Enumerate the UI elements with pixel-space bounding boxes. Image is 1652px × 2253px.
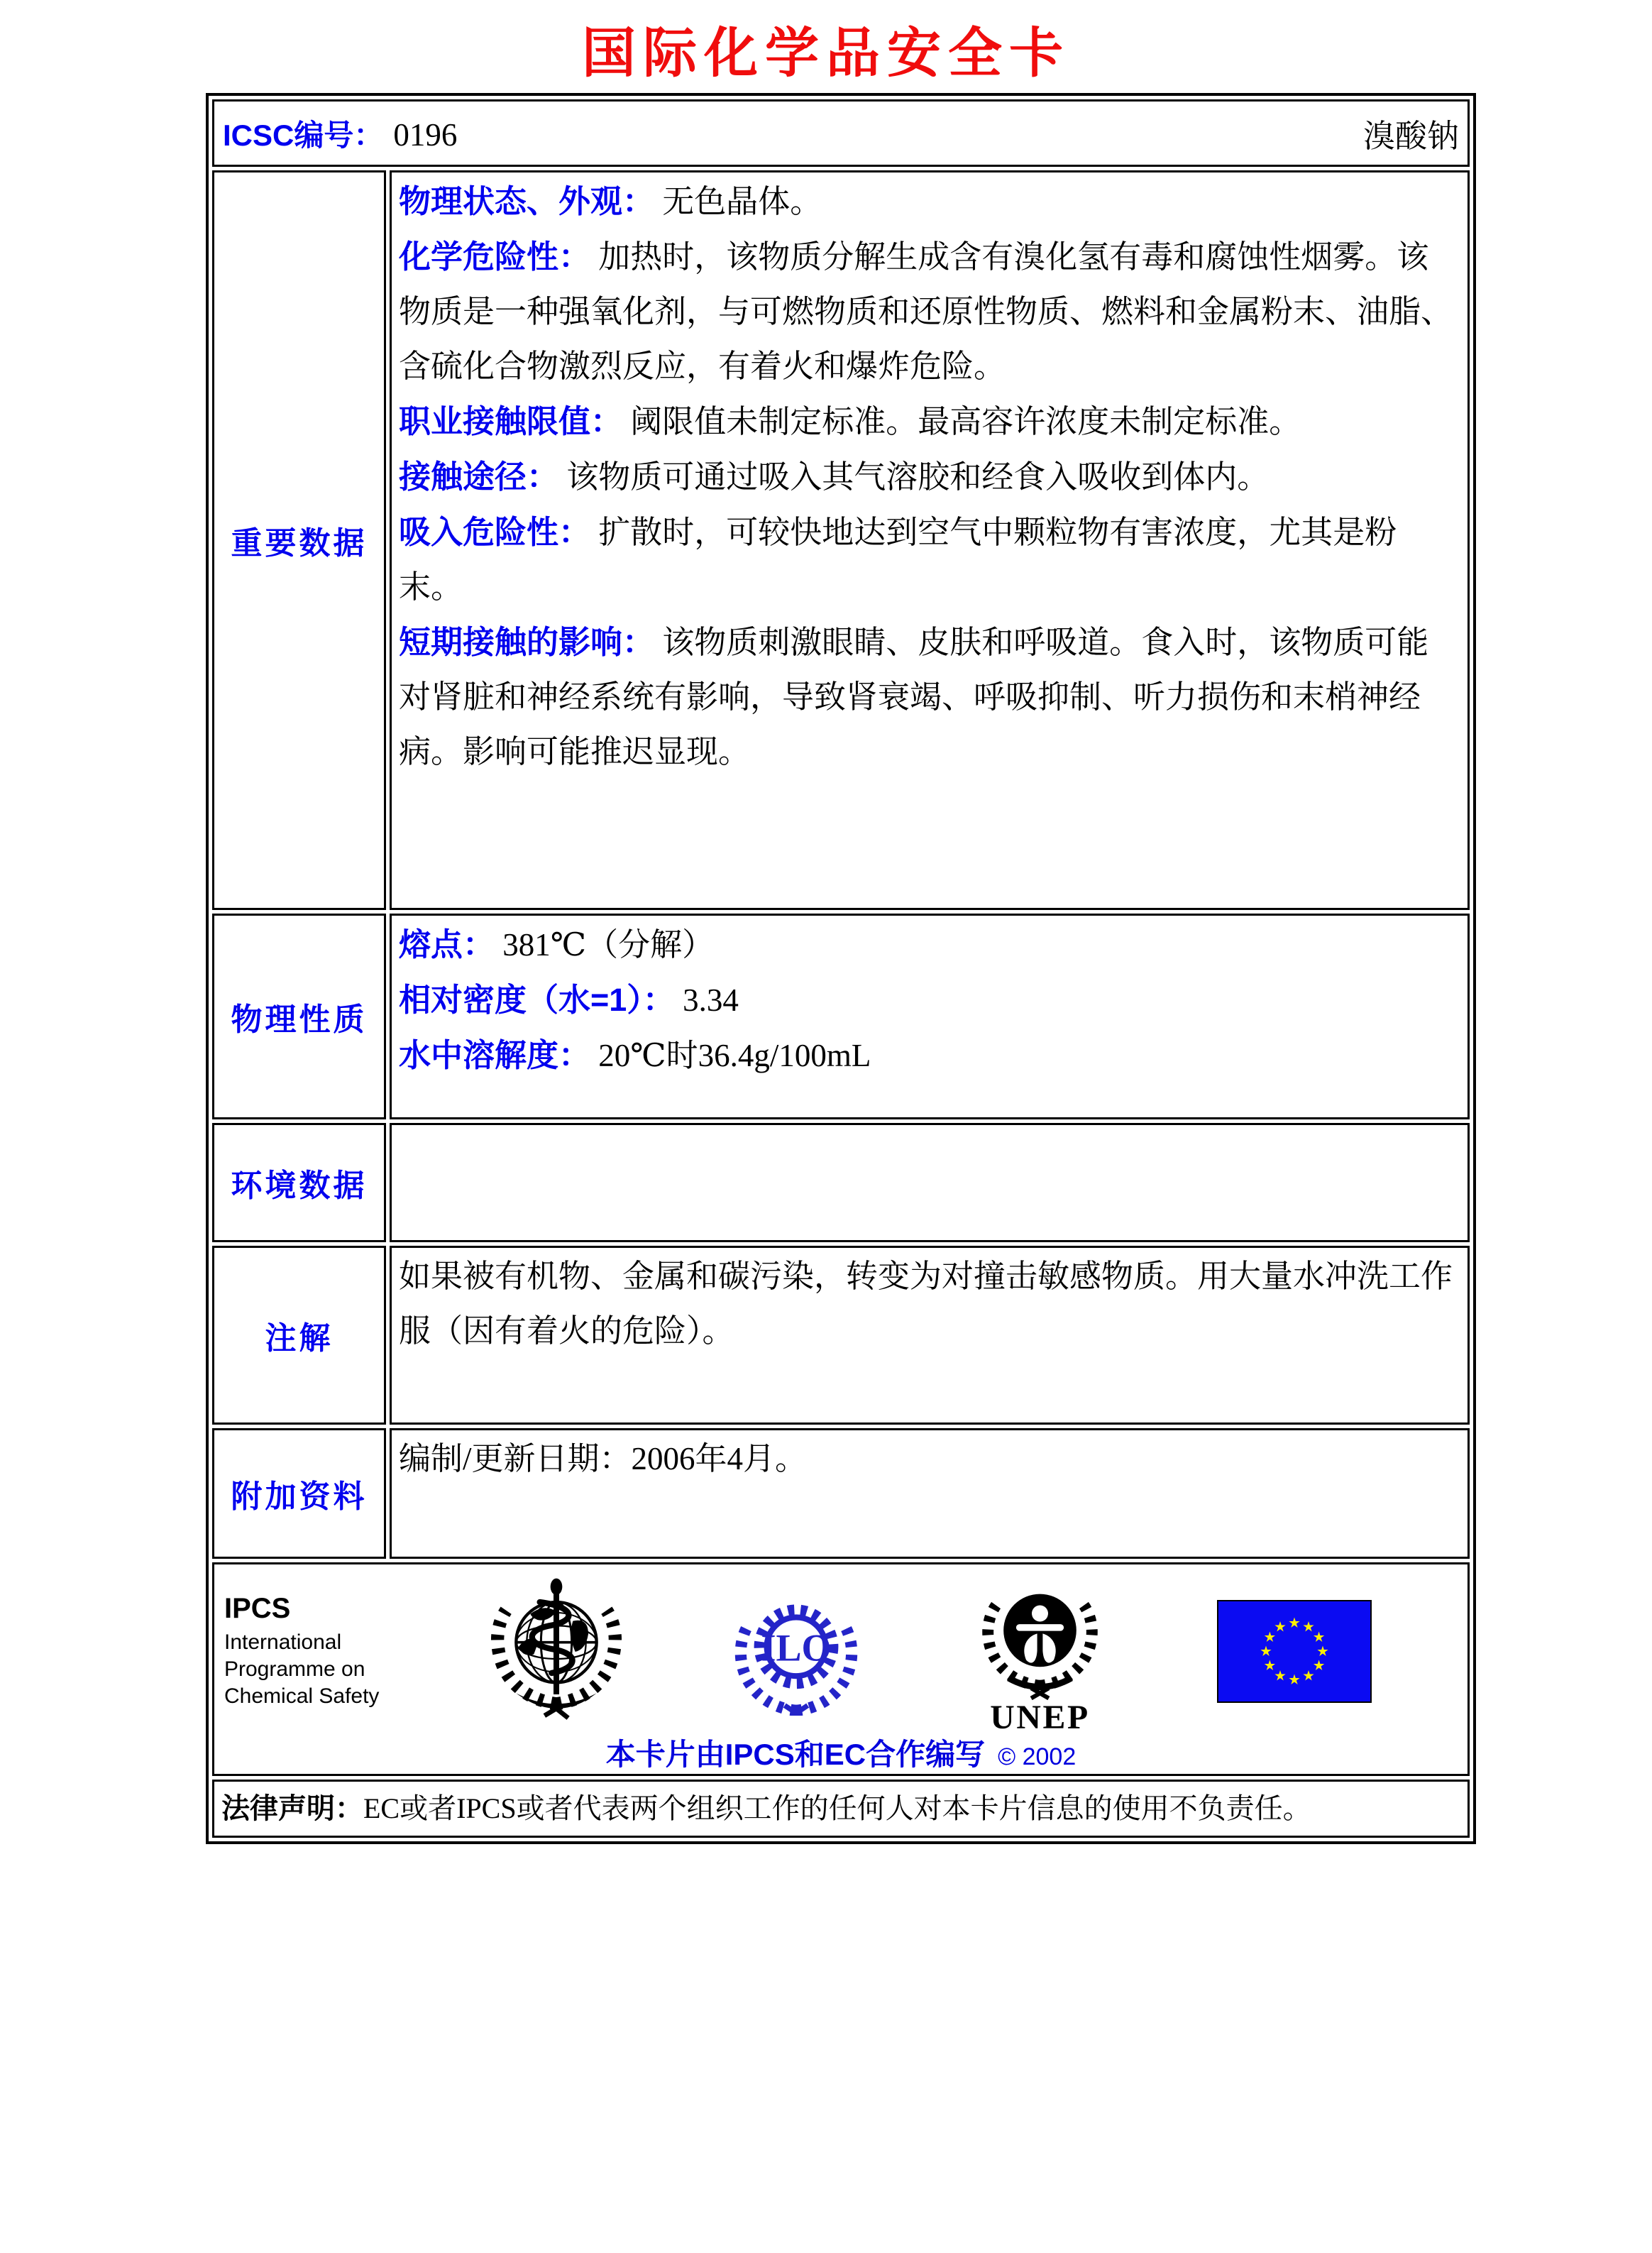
field-label: 短期接触的影响： xyxy=(399,624,655,660)
environmental-data-content xyxy=(390,1123,1470,1242)
field-value: 阈限值未制定标准。最高容许浓度未制定标准。 xyxy=(630,404,1301,439)
row-additional-info xyxy=(212,1428,1470,1559)
environmental-data-row-label: 环境数据 xyxy=(212,1123,386,1242)
field-value: 扩散时，可较快地达到空气中颗粒物有害浓度，尤其是粉末。 xyxy=(399,515,1397,605)
page-title: 国际化学品安全卡 xyxy=(582,24,1070,84)
footer-caption xyxy=(214,1731,1467,1774)
important-data-item xyxy=(399,394,1460,449)
row-legal xyxy=(212,1780,1470,1838)
ipcs-text-block xyxy=(224,1593,403,1710)
important-data-item xyxy=(399,229,1460,394)
physical-property-item xyxy=(399,917,1460,972)
field-label: 接触途径： xyxy=(399,459,559,495)
footer-cell xyxy=(212,1562,1470,1776)
row-notes xyxy=(212,1246,1470,1425)
svg-text:ILO: ILO xyxy=(761,1626,832,1670)
notes-content: 如果被有机物、金属和碳污染，转变为对撞击敏感物质。用大量水冲洗工作服（因有着火的危险）。 xyxy=(390,1246,1470,1425)
field-label: 吸入危险性： xyxy=(399,514,591,550)
important-data-item xyxy=(399,449,1460,505)
eu-flag-icon xyxy=(1217,1600,1372,1703)
field-label: 水中溶解度： xyxy=(399,1037,591,1073)
important-data-item xyxy=(399,174,1460,229)
footer-caption-text: 本卡片由IPCS和EC合作编写 xyxy=(605,1738,986,1771)
field-label: 化学危险性： xyxy=(399,239,591,275)
header-row xyxy=(212,99,1470,167)
field-label: 职业接触限值： xyxy=(399,403,623,439)
physical-property-item xyxy=(399,1028,1460,1083)
unep-logo-icon xyxy=(971,1570,1109,1733)
who-logo-icon xyxy=(485,1576,627,1728)
legal-text: EC或者IPCS或者代表两个组织工作的任何人对本卡片信息的使用不负责任。 xyxy=(363,1792,1311,1824)
field-value: 加热时，该物质分解生成含有溴化氢有毒和腐蚀性烟雾。该物质是一种强氧化剂，与可燃物质和还原性物质、燃料和金属粉末、油脂、含硫化合物激烈反应，有着火和爆炸危险。 xyxy=(399,239,1453,384)
legal-label: 法律声明： xyxy=(221,1793,363,1824)
physical-properties-row-label: 物理性质 xyxy=(212,914,386,1119)
field-label: 熔点： xyxy=(399,926,495,963)
icsc-number-group xyxy=(223,112,457,155)
important-data-row-label: 重要数据 xyxy=(212,170,386,910)
row-environmental-data xyxy=(212,1123,1470,1242)
row-footer-logos xyxy=(212,1562,1470,1776)
important-data-item xyxy=(399,615,1460,779)
field-value: 该物质可通过吸入其气溶胶和经食入吸收到体内。 xyxy=(566,459,1270,495)
field-label: 相对密度（水=1）： xyxy=(399,982,675,1018)
chemical-name: 溴酸钠 xyxy=(1362,119,1459,154)
logo-row xyxy=(214,1564,1467,1731)
icsc-card-table xyxy=(206,93,1476,1844)
row-physical-properties xyxy=(212,914,1470,1119)
ilo-logo-icon xyxy=(732,1588,860,1716)
physical-properties-content xyxy=(390,914,1470,1119)
ipcs-subtitle-line: International xyxy=(224,1630,342,1654)
unep-logo-text: UNEP xyxy=(990,1698,1090,1733)
footer-copyright: © 2002 xyxy=(998,1743,1076,1770)
important-data-item xyxy=(399,505,1460,615)
field-value: 381℃（分解） xyxy=(502,927,715,963)
field-value: 3.34 xyxy=(683,982,739,1018)
row-important-data xyxy=(212,170,1470,910)
physical-property-item xyxy=(399,972,1460,1028)
legal-cell xyxy=(212,1780,1470,1838)
ipcs-subtitle-line: Chemical Safety xyxy=(224,1684,380,1708)
icsc-number-value: 0196 xyxy=(393,116,458,153)
field-value: 20℃时36.4g/100mL xyxy=(598,1038,871,1073)
field-value: 该物质刺激眼睛、皮肤和呼吸道。食入时，该物质可能对肾脏和神经系统有影响，导致肾衰竭、呼吸抑制、听力损伤和末梢神经病。影响可能推迟显现。 xyxy=(399,625,1429,769)
header-cell xyxy=(212,99,1470,167)
notes-row-label: 注解 xyxy=(212,1246,386,1425)
icsc-number-label: ICSC编号： xyxy=(223,118,384,152)
field-label: 物理状态、外观： xyxy=(399,183,655,219)
additional-info-row-label: 附加资料 xyxy=(212,1428,386,1559)
additional-info-content: 编制/更新日期：2006年4月。 xyxy=(390,1428,1470,1559)
field-value: 无色晶体。 xyxy=(662,184,822,219)
ipcs-title: IPCS xyxy=(224,1593,291,1624)
ipcs-subtitle-line: Programme on xyxy=(224,1657,365,1681)
important-data-content xyxy=(390,170,1470,910)
